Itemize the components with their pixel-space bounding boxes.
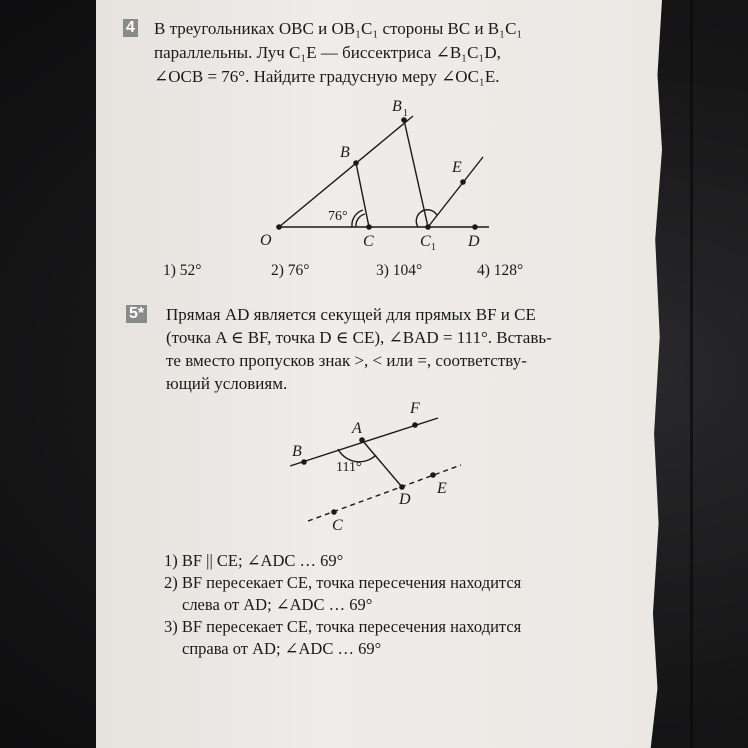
label-a: A — [352, 420, 362, 437]
problem-5-option-2: 2) BF пересекает CE, точка пересечения находится — [164, 573, 522, 592]
label-b: B — [340, 144, 350, 161]
problem-5-line-3: те вместо пропусков знак >, < или =, соответству- — [166, 351, 527, 370]
label-c1: C — [420, 233, 431, 250]
problem-5-line-1: Прямая AD является секущей для прямых BF и CE — [166, 305, 536, 324]
angle-label-111: 111° — [336, 460, 362, 475]
label-d: D — [468, 233, 480, 250]
angle-label-76: 76° — [328, 209, 348, 224]
label-d: D — [399, 491, 411, 508]
label-f: F — [410, 400, 420, 417]
option-4: 4) 128° — [477, 262, 524, 279]
option-3: 3) 104° — [376, 262, 423, 279]
label-c: C — [363, 233, 374, 250]
label-b1: B — [392, 98, 402, 115]
label-e: E — [452, 159, 462, 176]
problem-5-option-1: 1) BF || CE; ∠ADC … 69° — [164, 551, 344, 570]
option-2: 2) 76° — [271, 262, 310, 279]
problem-4-line-2: параллельны. Луч C₁E — биссектриса ∠B₁C₁D, — [154, 43, 501, 62]
label-b1-subscript: 1 — [403, 108, 408, 119]
problem-5-number: 5* — [126, 305, 147, 323]
label-c: C — [332, 517, 343, 534]
problem-5-option-2-cont: слева от AD; ∠ADC … 69° — [182, 595, 373, 614]
option-1: 1) 52° — [163, 262, 202, 279]
problem-5-line-4: ющий условиям. — [166, 374, 288, 393]
label-b: B — [292, 443, 302, 460]
segment-ad — [362, 440, 402, 487]
problem-4-number: 4 — [123, 19, 138, 37]
label-o: O — [260, 232, 272, 249]
label-c1-subscript: 1 — [431, 242, 436, 253]
problem-4-line-1: В треугольниках OBC и OB₁C₁ стороны BC и B₁C₁ — [154, 19, 523, 38]
label-e: E — [437, 480, 447, 497]
problem-5-line-2: (точка A ∈ BF, точка D ∈ CE), ∠BAD = 111°. Вставь- — [166, 328, 552, 347]
problem-5-option-3-cont: справа от AD; ∠ADC … 69° — [182, 639, 382, 658]
problem-5-option-3: 3) BF пересекает CE, точка пересечения находится — [164, 617, 522, 636]
problem-4-line-3: ∠OCB = 76°. Найдите градусную меру ∠OC₁E. — [154, 67, 500, 86]
